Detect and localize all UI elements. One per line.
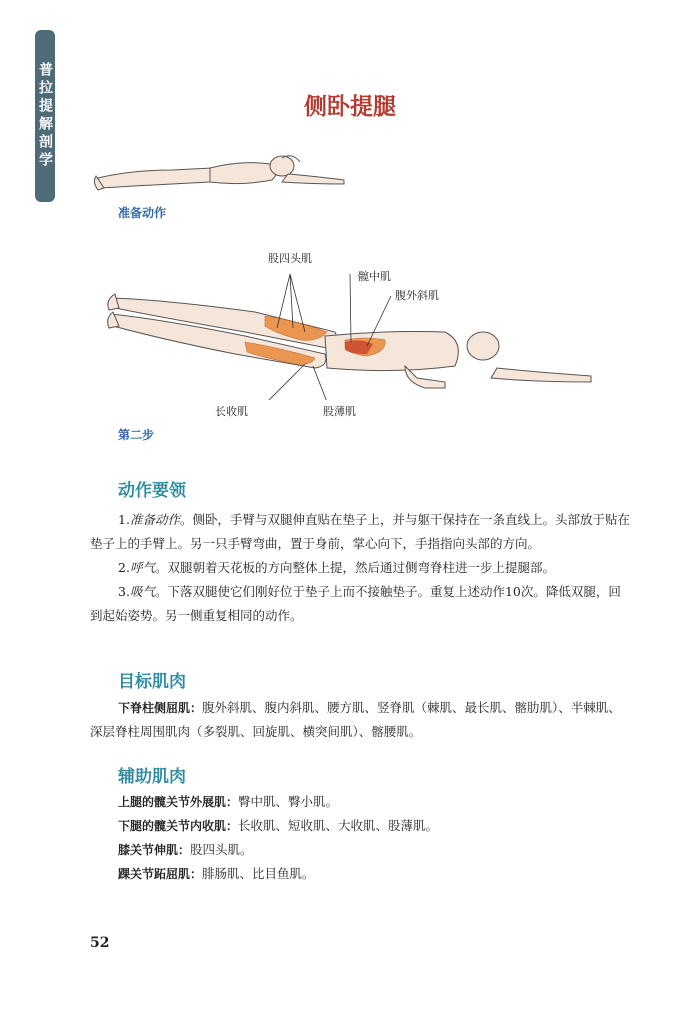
assist-item-label: 踝关节跖屈肌： (118, 867, 203, 881)
target-muscles-label: 下脊柱侧屈肌： (118, 701, 203, 715)
label-quadriceps: 股四头肌 (268, 252, 312, 265)
assist-item-text: 腓肠肌、比目鱼肌。 (202, 866, 315, 881)
assist-item (118, 790, 638, 814)
step-2-number: 2. (118, 560, 130, 575)
side-tab-label: 普拉提解剖学 (37, 62, 53, 170)
leg-lift-illustration (105, 270, 595, 400)
step-2 (90, 556, 630, 580)
assist-item (118, 838, 638, 862)
label-adductor-longus: 长收肌 (215, 405, 248, 418)
assist-item-label: 膝关节伸肌： (118, 843, 191, 857)
assist-item (118, 814, 638, 838)
step-1 (90, 508, 630, 556)
label-gluteus-medius: 髋中肌 (358, 270, 391, 283)
prep-pose-illustration (92, 140, 352, 198)
section-heading-assist: 辅助肌肉 (118, 767, 186, 787)
step-3 (90, 580, 630, 628)
assist-item-label: 上腿的髋关节外展肌： (118, 795, 239, 809)
assist-item (118, 862, 638, 886)
label-gracilis: 股薄肌 (323, 405, 356, 418)
target-muscles-text (90, 696, 630, 744)
assist-item-text: 股四头肌。 (190, 842, 253, 857)
page-number: 52 (90, 935, 110, 951)
step-1-number: 1. (118, 512, 130, 527)
step-1-text: 。侧卧，手臂与双腿伸直贴在垫子上，并与躯干保持在一条直线上。头部放于贴在垫子上的手臂上。另一只手臂弯曲，置于身前，掌心向下，手指指向头部的方向。 (90, 512, 630, 551)
assist-item-text: 长收肌、短收肌、大收肌、股薄肌。 (238, 818, 439, 833)
step-3-text: 。下落双腿使它们刚好位于垫子上而不接触垫子。重复上述动作10次。降低双腿，回到起始姿势。另一侧重复相同的动作。 (90, 584, 621, 623)
figure-label-step2: 第二步 (118, 428, 155, 442)
section-heading-target: 目标肌肉 (118, 672, 186, 692)
step-3-phase: 吸气 (129, 584, 155, 599)
step-2-text: 。双腿朝着天花板的方向整体上提，然后通过侧弯脊柱进一步上提腿部。 (154, 560, 555, 575)
assist-item-label: 下腿的髋关节内收肌： (118, 819, 239, 833)
step-1-phase: 准备动作 (129, 512, 180, 527)
assist-muscles (118, 790, 638, 886)
target-muscles (90, 696, 630, 744)
step-2-phase: 呼气 (129, 560, 155, 575)
figure-label-prep: 准备动作 (118, 206, 167, 220)
step-3-number: 3. (118, 584, 130, 599)
target-muscles-list: 腹外斜肌、腹内斜肌、腰方肌、竖脊肌（棘肌、最长肌、髂肋肌）、半棘肌、深层脊柱周围肌肉（多裂肌、回旋肌、横突间肌）、髂腰肌。 (90, 700, 621, 739)
section-heading-technique: 动作要领 (118, 481, 186, 501)
label-external-oblique: 腹外斜肌 (395, 289, 439, 302)
technique-text (90, 508, 630, 628)
page-title: 侧卧提腿 (304, 94, 396, 120)
assist-item-text: 臀中肌、臀小肌。 (238, 794, 339, 809)
